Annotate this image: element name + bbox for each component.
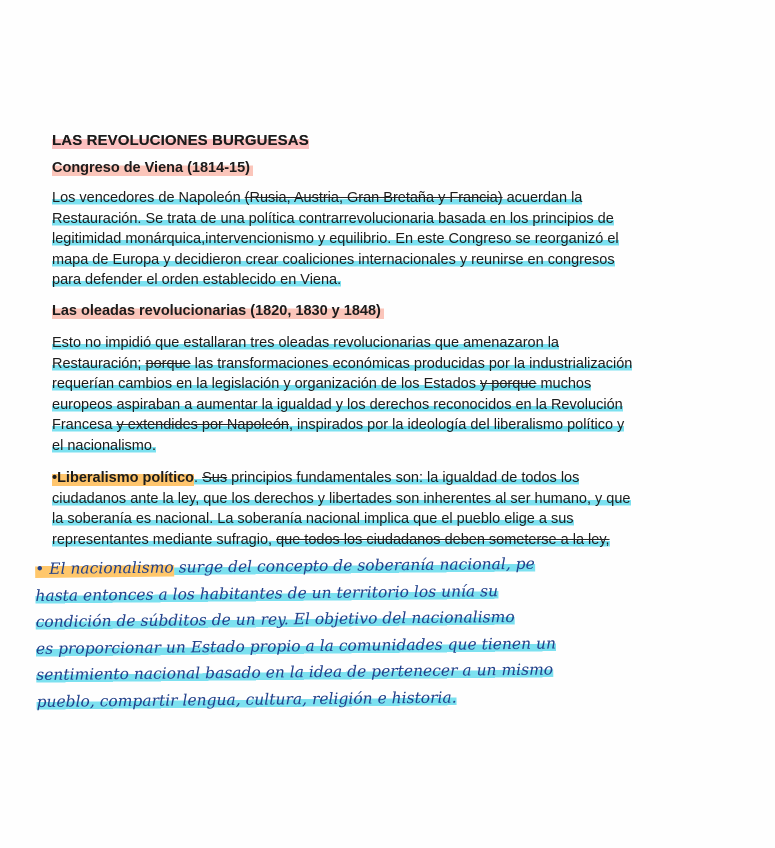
struck-text: y extendides por Napoleón <box>116 417 289 434</box>
struck-text: y porque <box>480 376 537 393</box>
text-segment: , inspirados por la ideología del liberalismo político y <box>289 417 625 434</box>
text-line <box>52 374 692 395</box>
text-line <box>52 209 692 230</box>
text-line <box>52 333 692 354</box>
highlighted-text <box>52 335 559 351</box>
text-line <box>52 415 692 436</box>
struck-text: Sus <box>202 470 228 486</box>
highlighted-text <box>52 438 156 454</box>
text-segment: ciudadanos ante la ley, que los derechos y libertades son inherentes al ser humano, y que <box>52 490 631 507</box>
highlighted-text <box>52 417 624 433</box>
highlighted-text <box>52 211 614 227</box>
text-segment: Restauración. Se trata de una política contrarrevolucionaria basada en los principios de <box>52 210 614 227</box>
highlighted-text <box>52 491 631 507</box>
text-segment: Restauración; <box>52 355 146 372</box>
text-line <box>52 229 692 250</box>
liberalismo-label: •Liberalismo político <box>52 470 195 486</box>
text-segment: el nacionalismo. <box>52 437 156 454</box>
paragraph-oleadas <box>52 333 692 457</box>
text-line <box>52 395 692 416</box>
text-segment: para defender el orden establecido en Viena. <box>52 272 342 289</box>
nacionalismo-label: • El nacionalismo <box>35 558 174 578</box>
highlighted-text <box>52 397 623 413</box>
text-segment: las transformaciones económicas producidas por la industrialización <box>190 355 633 372</box>
title-text: LAS REVOLUCIONES BURGUESAS <box>52 132 309 149</box>
highlighted-text <box>52 272 341 288</box>
text-line <box>52 250 692 271</box>
highlighted-text <box>52 356 632 372</box>
highlighted-text <box>52 231 619 247</box>
struck-text: porque <box>145 355 191 372</box>
highlighted-text <box>52 252 615 268</box>
text-line <box>52 489 692 510</box>
text-line <box>52 188 692 209</box>
text-segment: la soberanía es nacional. La soberanía nacional implica que el pueblo elige a sus <box>52 511 574 528</box>
text-segment: representantes mediante sufragio, <box>52 531 277 548</box>
highlighted-text <box>52 532 610 548</box>
handwritten-text: sentimiento nacional basado en la idea de pertenecer a un mismo <box>36 660 554 684</box>
text-line <box>52 436 692 457</box>
handwritten-text: pueblo, compartir lengua, cultura, religión e historia. <box>36 688 457 711</box>
handwritten-paragraph-nacionalismo <box>35 549 737 715</box>
text-segment: requerían cambios en la legislación y organización de los Estados <box>52 376 480 393</box>
struck-text: que todos los ciudadanos deben someterse a la ley, <box>276 531 610 548</box>
text-segment: acuerdan la <box>502 190 583 206</box>
paragraph-liberalismo <box>52 468 692 550</box>
text-line <box>52 468 692 489</box>
text-line <box>52 354 692 375</box>
text-line <box>52 530 692 551</box>
text-segment: Francesa <box>52 417 117 434</box>
text-segment: muchos <box>536 376 592 393</box>
handwritten-text: condición de súbditos de un rey. El objetivo del nacionalismo <box>35 607 515 631</box>
handwritten-text: hasta entonces a los habitantes de un territorio los unía su <box>35 581 499 605</box>
text-segment: . <box>194 470 203 486</box>
text-segment: legitimidad monárquica,intervencionismo y equilibrio. En este Congreso se reorganizó el <box>52 231 619 248</box>
section-heading-congreso: Congreso de Viena (1814-15) <box>52 160 253 176</box>
text-segment: mapa de Europa y decidieron crear coaliciones internacionales y reunirse en congresos <box>52 251 615 268</box>
text-segment: Esto no impidió que estallaran tres oleadas revolucionarias que amenazaron la <box>52 335 559 351</box>
section-heading-oleadas: Las oleadas revolucionarias (1820, 1830 y 1848) <box>52 303 384 319</box>
paragraph-congreso <box>52 188 692 291</box>
text-line <box>52 270 692 291</box>
highlighted-text <box>52 376 591 392</box>
text-segment: principios fundamentales son: la igualdad de todos los <box>227 470 580 486</box>
text-segment: europeos aspiraban a aumentar la igualdad y los derechos reconocidos en la Revolución <box>52 396 623 413</box>
struck-text: (Rusia, Austria, Gran Bretaña y Francia) <box>244 190 503 206</box>
text-segment: Los vencedores de Napoleón <box>52 190 245 206</box>
highlighted-text <box>52 190 582 206</box>
page-title <box>52 132 309 149</box>
highlighted-text <box>52 511 574 527</box>
highlighted-text <box>194 470 579 486</box>
text-line <box>52 509 692 530</box>
handwritten-text: surge del concepto de soberanía nacional, pe <box>173 554 535 577</box>
handwritten-text: es proporcionar un Estado propio a la comunidades que tienen un <box>35 634 557 658</box>
